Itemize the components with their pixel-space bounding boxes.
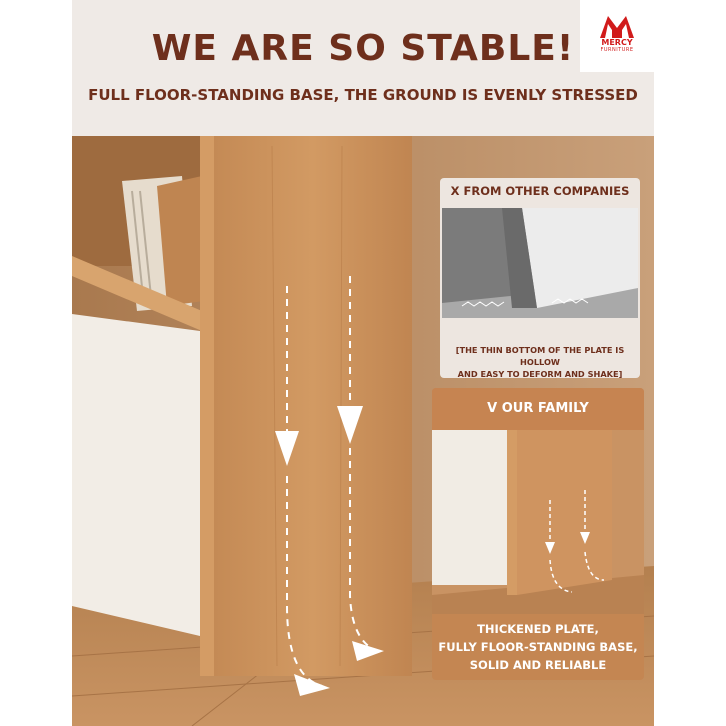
thin-base-illustration bbox=[442, 208, 638, 318]
brand-logo bbox=[580, 0, 654, 72]
logo-wordmark: MERCY bbox=[601, 38, 633, 47]
competitor-caption-line-2: AND EASY TO DEFORM AND SHAKE] bbox=[457, 369, 623, 378]
mercy-logo-icon bbox=[598, 14, 636, 38]
competitor-photo bbox=[442, 208, 638, 318]
header-panel bbox=[72, 0, 654, 136]
logo-tagline: FURNITURE bbox=[600, 47, 634, 53]
competitor-comparison-card bbox=[440, 178, 640, 378]
our-product-caption bbox=[432, 620, 644, 674]
our-caption-line-1: THICKENED PLATE, bbox=[477, 622, 599, 636]
competitor-caption bbox=[440, 344, 640, 378]
our-product-card bbox=[432, 388, 644, 680]
competitor-label: X FROM OTHER COMPANIES bbox=[450, 184, 630, 198]
our-caption-line-2: FULLY FLOOR-STANDING BASE, bbox=[438, 640, 638, 654]
our-caption-line-3: SOLID AND RELIABLE bbox=[469, 658, 607, 672]
competitor-caption-line-1: [THE THIN BOTTOM OF THE PLATE IS HOLLOW bbox=[455, 345, 625, 367]
our-product-photo bbox=[432, 430, 644, 614]
headline: WE ARE SO STABLE! bbox=[151, 28, 575, 69]
thick-base-illustration bbox=[432, 430, 644, 614]
subheadline: FULL FLOOR-STANDING BASE, THE GROUND IS EVENLY STRESSED bbox=[88, 86, 638, 104]
our-family-label: V OUR FAMILY bbox=[432, 388, 644, 430]
